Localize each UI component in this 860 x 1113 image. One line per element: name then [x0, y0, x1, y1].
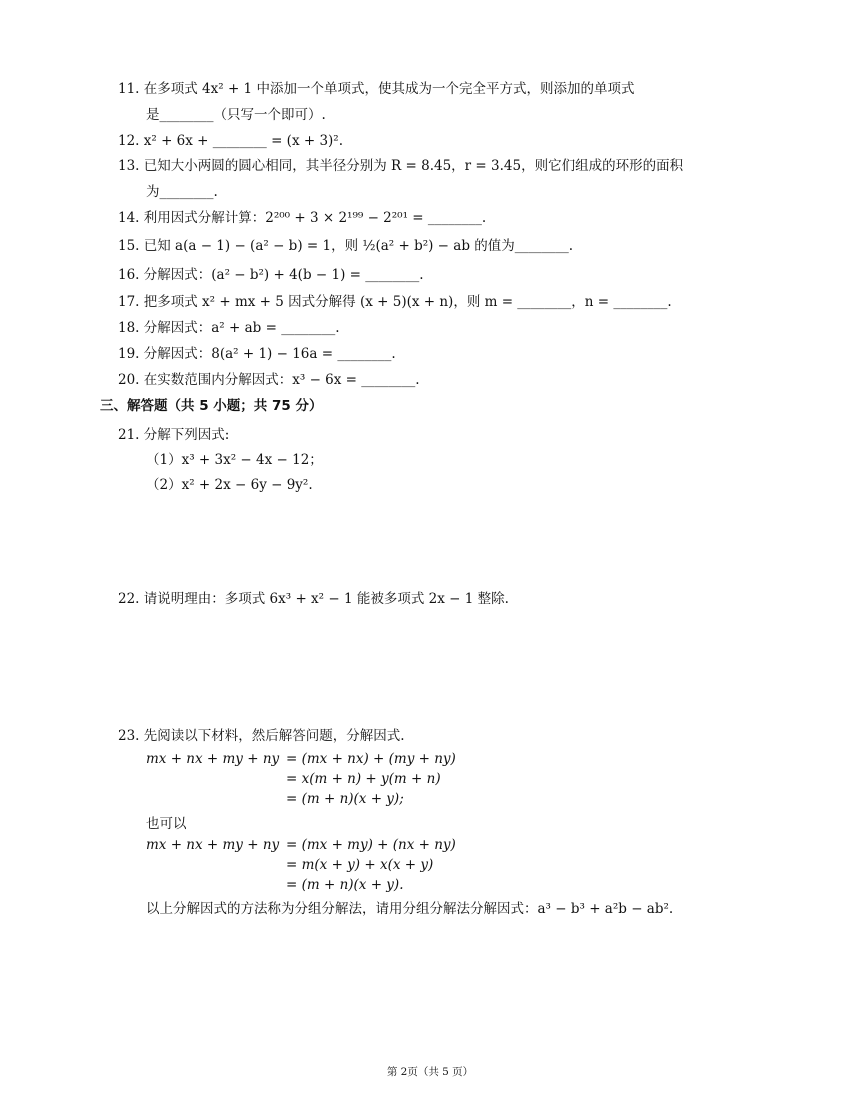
q16: 16. 分解因式：(a² − b²) + 4(b − 1) = ________.	[118, 267, 424, 283]
q15: 15. 已知 a(a − 1) − (a² − b) = 1，则 ½(a² + b²) − ab 的值为________.	[118, 238, 574, 254]
q18: 18. 分解因式：a² + ab = ________.	[118, 320, 340, 336]
q11-line-2: 是________（只写一个即可）.	[146, 107, 326, 123]
q17: 17. 把多项式 x² + mx + 5 因式分解得 (x + 5)(x + n)，则 m = ________，n = ________.	[118, 294, 672, 310]
q13-line-1: 13. 已知大小两圆的圆心相同，其半径分别为 R = 8.45，r = 3.45，则它们组成的环形的面积	[118, 158, 684, 174]
q19: 19. 分解因式：8(a² + 1) − 16a = ________.	[118, 346, 396, 362]
material-2-step-2: = m(x + y) + x(x + y)	[286, 857, 434, 873]
material-1-step-2: = x(m + n) + y(m + n)	[286, 771, 441, 787]
q22: 22. 请说明理由：多项式 6x³ + x² − 1 能被多项式 2x − 1 整除.	[118, 591, 509, 607]
also-text: 也可以	[146, 816, 187, 832]
q13-line-2: 为________.	[146, 184, 218, 200]
material-1-lhs: mx + nx + my + ny	[146, 751, 280, 767]
q12: 12. x² + 6x + ________ = (x + 3)².	[118, 133, 344, 149]
material-2-lhs: mx + nx + my + ny	[146, 837, 280, 853]
q23-task: 以上分解因式的方法称为分组分解法，请用分组分解法分解因式：a³ − b³ + a²b − ab².	[146, 901, 674, 917]
q23: 23. 先阅读以下材料，然后解答问题，分解因式.	[118, 728, 405, 744]
q20: 20. 在实数范围内分解因式：x³ − 6x = ________.	[118, 372, 420, 388]
q21: 21. 分解下列因式:	[118, 427, 230, 443]
q14: 14. 利用因式分解计算：2²⁰⁰ + 3 × 2¹⁹⁹ − 2²⁰¹ = ________.	[118, 210, 487, 226]
q11-line-1: 11. 在多项式 4x² + 1 中添加一个单项式，使其成为一个完全平方式，则添加的单项式	[118, 81, 635, 97]
material-1-step-1: = (mx + nx) + (my + ny)	[286, 751, 456, 767]
material-2-step-3: = (m + n)(x + y).	[286, 877, 404, 893]
q21-part-2: （2）x² + 2x − 6y − 9y².	[146, 477, 313, 493]
q21-part-1: （1）x³ + 3x² − 4x − 12；	[146, 452, 323, 468]
section-heading: 三、解答题（共 5 小题；共 75 分）	[100, 398, 323, 414]
material-2-step-1: = (mx + my) + (nx + ny)	[286, 837, 456, 853]
material-1-step-3: = (m + n)(x + y);	[286, 791, 404, 807]
page-footer: 第 2页（共 5 页）	[386, 1066, 474, 1078]
